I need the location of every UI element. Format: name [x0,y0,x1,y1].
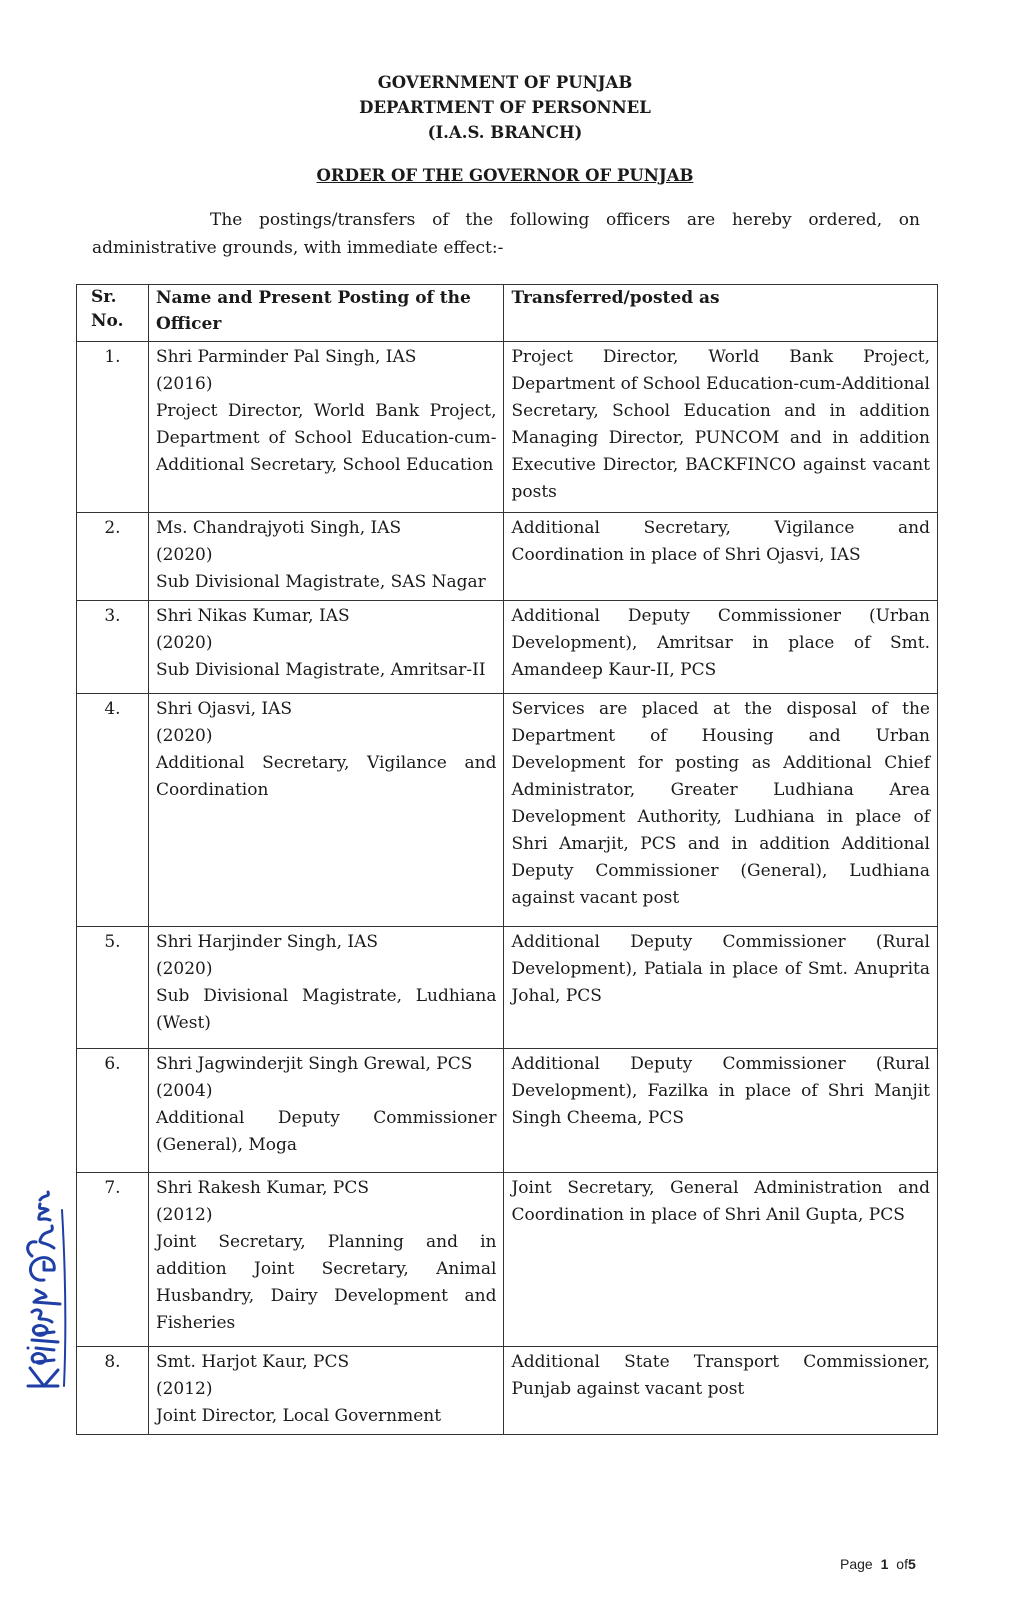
table-row [77,513,938,601]
officer-present-posting: Joint Secretary, Planning and in addition Joint Secretary, Animal Husbandry, Dairy Development and Fisheries [155,1232,497,1333]
row-sr-no: 4. [77,694,149,927]
intro-line-2: administrative grounds, with immediate effect:- [92,238,504,258]
row-sr-no: 1. [77,342,149,513]
header-branch: (I.A.S. BRANCH) [427,123,583,142]
row-sr-no: 2. [77,513,149,601]
row-sr-no: 5. [77,927,149,1049]
intro-line-1: The postings/transfers of the following officers are hereby ordered, on [210,210,920,230]
page-footer [840,1556,916,1572]
table-row [77,1173,938,1347]
row-sr-no: 8. [77,1347,149,1435]
officer-present-posting: Project Director, World Bank Project, Department of School Education-cum-Additional Secretary, School Education [155,401,497,475]
officer-batch: (2012) [155,1379,213,1399]
row-sr-no: 7. [77,1173,149,1347]
row-officer [148,1173,504,1347]
page-total: 5 [907,1556,916,1572]
table-row [77,694,938,927]
row-officer [148,601,504,694]
table-row [77,342,938,513]
officer-name: Shri Harjinder Singh, IAS [155,932,379,952]
row-sr-no: 6. [77,1049,149,1173]
row-transfer: Project Director, World Bank Project, Department of School Education-cum-Additional Secretary, School Education and in addition Managing Director, PUNCOM and in addition Executive Director, BACKFINCO against vacant posts [504,342,938,513]
officer-name: Smt. Harjot Kaur, PCS [155,1352,350,1372]
officer-name: Ms. Chandrajyoti Singh, IAS [155,518,402,538]
row-officer [148,927,504,1049]
page-number: 1 [880,1556,889,1572]
transfer-table [76,284,938,1435]
officer-batch: (2020) [155,633,213,653]
officer-name: Shri Ojasvi, IAS [155,699,293,719]
order-title: ORDER OF THE GOVERNOR OF PUNJAB [316,166,694,185]
document-header [0,70,1010,145]
handwritten-signature [14,1190,70,1390]
officer-present-posting: Sub Divisional Magistrate, Amritsar-II [155,660,486,680]
header-department: DEPARTMENT OF PERSONNEL [359,98,651,117]
officer-name: Shri Parminder Pal Singh, IAS [155,347,417,367]
officer-name: Shri Rakesh Kumar, PCS [155,1178,369,1198]
row-transfer: Additional State Transport Commissioner, Punjab against vacant post [504,1347,938,1435]
row-officer [148,342,504,513]
row-transfer: Additional Deputy Commissioner (Rural Development), Patiala in place of Smt. Anuprita Johal, PCS [504,927,938,1049]
row-officer [148,513,504,601]
header-government: GOVERNMENT OF PUNJAB [377,73,633,92]
row-officer [148,694,504,927]
header-sr-no: Sr. No. [77,285,149,342]
officer-batch: (2004) [155,1081,213,1101]
officer-name: Shri Nikas Kumar, IAS [155,606,350,626]
officer-present-posting: Additional Secretary, Vigilance and Coordination [155,753,497,800]
table-row [77,1049,938,1173]
header-transferred: Transferred/posted as [504,285,938,342]
table-header-row [77,285,938,342]
row-transfer: Additional Deputy Commissioner (Rural Development), Fazilka in place of Shri Manjit Singh Cheema, PCS [504,1049,938,1173]
table-row [77,927,938,1049]
table-row [77,1347,938,1435]
page-label: Page [840,1556,873,1572]
row-officer [148,1347,504,1435]
row-officer [148,1049,504,1173]
row-sr-no: 3. [77,601,149,694]
officer-present-posting: Sub Divisional Magistrate, Ludhiana (West) [155,986,497,1033]
officer-name: Shri Jagwinderjit Singh Grewal, PCS [155,1054,473,1074]
row-transfer: Additional Secretary, Vigilance and Coordination in place of Shri Ojasvi, IAS [504,513,938,601]
officer-present-posting: Additional Deputy Commissioner (General), Moga [155,1108,497,1155]
table-row [77,601,938,694]
row-transfer: Additional Deputy Commissioner (Urban Development), Amritsar in place of Smt. Amandeep Kaur-II, PCS [504,601,938,694]
intro-paragraph [92,206,920,262]
header-name-posting: Name and Present Posting of the Officer [148,285,504,342]
page-of-label: of [896,1556,908,1572]
row-transfer: Joint Secretary, General Administration and Coordination in place of Shri Anil Gupta, PCS [504,1173,938,1347]
officer-batch: (2020) [155,959,213,979]
officer-batch: (2020) [155,726,213,746]
officer-batch: (2012) [155,1205,213,1225]
row-transfer: Services are placed at the disposal of the Department of Housing and Urban Development for posting as Additional Chief Administrator, Greater Ludhiana Area Development Authority, Ludhiana in place of Shri Amarjit, PCS and in addition Additional Deputy Commissioner (General), Ludhiana against vacant post [504,694,938,927]
officer-batch: (2020) [155,545,213,565]
officer-present-posting: Sub Divisional Magistrate, SAS Nagar [155,572,486,592]
officer-present-posting: Joint Director, Local Government [155,1406,442,1426]
officer-batch: (2016) [155,374,213,394]
